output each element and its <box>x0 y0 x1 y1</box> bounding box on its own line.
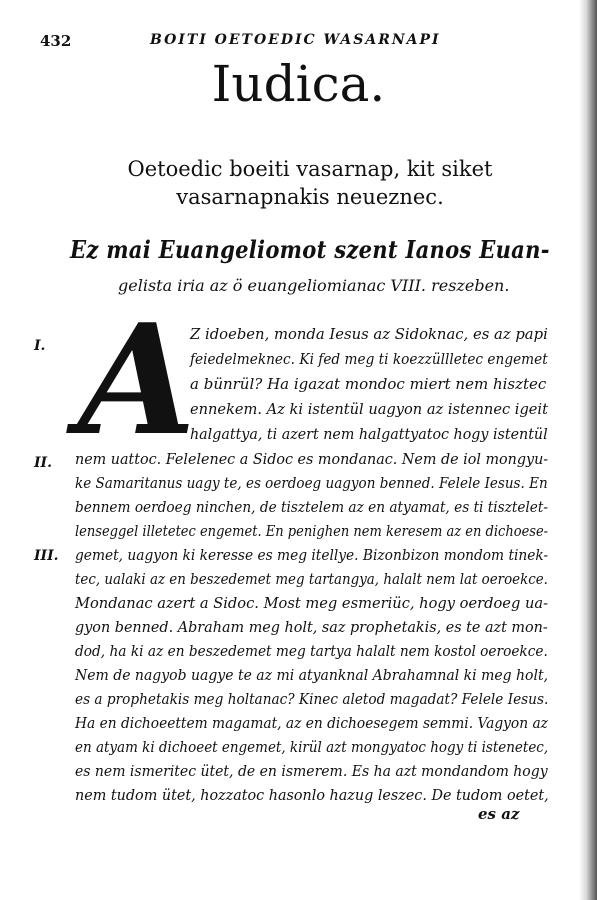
subtitle: Oetoedic boeiti vasarnap, kit siket vasarnapnakis neueznec. <box>127 157 493 209</box>
section-heading: Ez mai Euangeliomot szent Ianos Euan- <box>70 235 550 264</box>
text-line: ke Samaritanus uagy te, es oerdoeg uagyon benned. Felele Iesus. En <box>75 474 548 492</box>
text-line: bennem oerdoeg ninchen, de tisztelem az en atyamat, es ti tisztelet- <box>75 498 548 516</box>
text-line: nem tudom ütet, hozzatoc hasonlo hazug leszec. De tudom oetet, <box>75 786 549 804</box>
text-line: gyon benned. Abraham meg holt, saz prophetakis, es te azt mon- <box>75 618 548 636</box>
text-line: gemet, uagyon ki keresse es meg itellye. Bizonbizon mondom tinek- <box>75 546 549 564</box>
page-title: Iudica. <box>211 55 386 113</box>
page-number: 432 <box>40 32 72 50</box>
text-line: feiedelmeknec. Ki fed meg ti koezzüllletec engemet <box>190 350 548 368</box>
text-line: ennekem. Az ki istentül uagyon az istennec igeit <box>190 400 548 418</box>
margin-marker-2: II. <box>34 455 52 471</box>
running-head: BOITI OETOEDIC WASARNAPI <box>150 32 441 48</box>
text-line: Nem de nagyob uagye te az mi atyanknal Abrahamnal ki meg holt, <box>75 666 549 684</box>
text-line: nem uattoc. Felelenec a Sidoc es mondanac. Nem de iol mongyu- <box>75 450 549 468</box>
section-heading-continued: gelista iria az ö euangeliomianac VIII. reszeben. <box>118 276 510 295</box>
scan-edge-shadow <box>579 0 597 900</box>
margin-marker-3: III. <box>34 548 59 564</box>
drop-cap: A <box>78 290 196 469</box>
text-line: tec, ualaki az en beszedemet meg tartangya, halalt nem lat oeroekce. <box>75 570 548 588</box>
text-line: Ha en dichoeettem magamat, az en dichoesegem semmi. Vagyon az <box>75 714 548 732</box>
text-line: Mondanac azert a Sidoc. Most meg esmeriüc, hogy oerdoeg ua- <box>75 594 549 612</box>
page-header <box>40 28 550 54</box>
text-line: lenseggel illetetec engemet. En penighen nem keresem az en dichoese- <box>75 522 549 540</box>
text-line: a bünrül? Ha igazat mondoc miert nem hisztec <box>190 375 547 393</box>
catchword: es az <box>478 805 520 823</box>
text-line: en atyam ki dichoeet engemet, kirül azt mongyatoc hogy ti istenetec, <box>75 738 549 756</box>
text-line: es a prophetakis meg holtanac? Kinec aletod magadat? Felele Iesus. <box>75 690 549 708</box>
text-line: Z idoeben, monda Iesus az Sidoknac, es az papi <box>190 325 548 343</box>
text-line: es nem ismeritec ütet, de en ismerem. Es ha azt mondandom hogy <box>75 762 548 780</box>
margin-marker-1: I. <box>34 338 46 354</box>
text-line: dod, ha ki az en beszedemet meg tartya halalt nem kostol oeroekce. <box>75 642 548 660</box>
text-line: halgattya, ti azert nem halgattyatoc hogy istentül <box>190 425 548 443</box>
